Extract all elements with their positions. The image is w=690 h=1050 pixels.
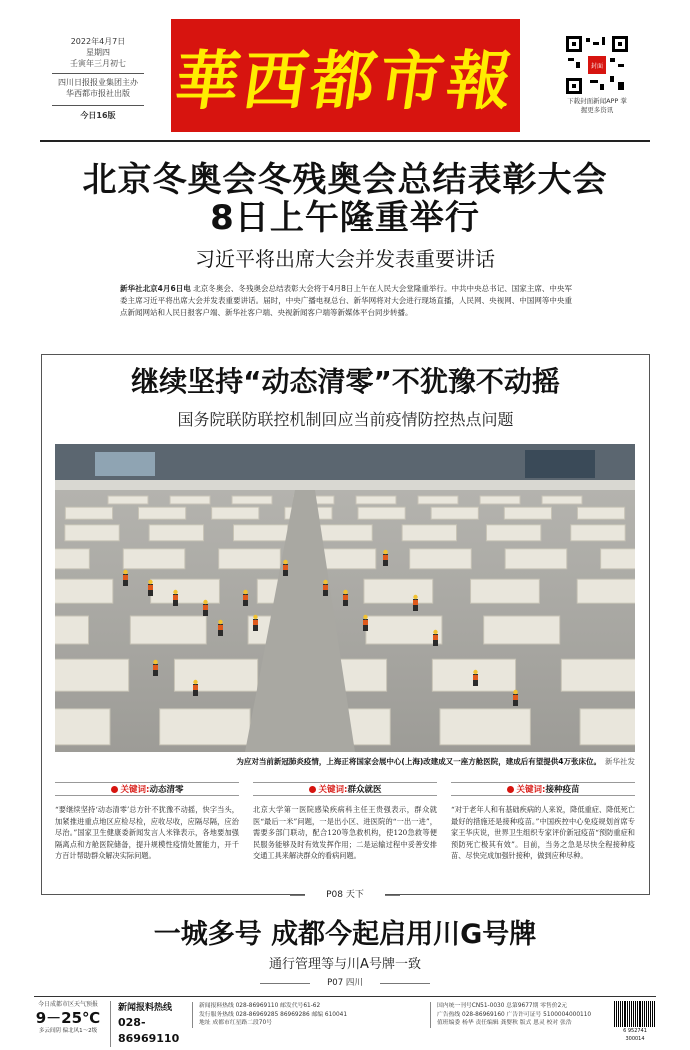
feature-title[interactable]: 继续坚持“动态清零”不犹豫不动摇 (131, 365, 560, 398)
worker-figure (123, 570, 128, 586)
weather-label: 今日成都市区天气预报 (37, 1001, 98, 1008)
edition-count: 今日16版 (52, 105, 144, 121)
cubicle-panel (232, 496, 272, 504)
cubicle-panel (212, 507, 259, 519)
cubicle-panel (601, 549, 635, 569)
lead-headline-line-2[interactable]: 8日上午隆重举行 (210, 198, 480, 238)
worker-figure (243, 590, 248, 606)
cubicle-panel (364, 579, 433, 603)
lead-dateline: 新华社北京4月6日电 (120, 284, 191, 293)
publication-line: 广告热线 028-86969160 广告许可证号 5100004000110 (437, 1011, 592, 1018)
cubicle-panel (55, 549, 89, 569)
keyword-prefix: 关键词: (318, 785, 348, 795)
keyword-column-text: “对于老年人和有基础疾病的人来说，降低重症、降低死亡最好的措施还是接种疫苗。”中国疾控中心免疫规划首席专家王华庆说，世界卫生组织专家评价新冠疫苗“预防重症和预防死亡极其有效”。目前，当务之急是尽快全程接种疫苗、尽快完成加强针接种，做到应种尽种。 (451, 805, 635, 860)
cubicle-panel (471, 579, 540, 603)
imprint-line: 地址 成都市红星路二段70号 (199, 1020, 272, 1027)
keyword-column-3 (451, 782, 635, 862)
keyword-label: 群众就医 (347, 785, 382, 795)
cubicle-panel (55, 616, 89, 644)
worker-figure (343, 590, 348, 606)
cubicle-panel (123, 549, 185, 569)
cubicle-panel (484, 616, 560, 644)
keyword-label: 接种疫苗 (545, 785, 580, 795)
cubicle-panel (65, 525, 119, 541)
cubicle-panel (366, 616, 442, 644)
worker-figure (513, 690, 518, 706)
worker-figure (153, 660, 158, 676)
keyword-heading (55, 782, 239, 796)
photo-caption-text: 为应对当前新冠肺炎疫情，上海正将国家会展中心(上海)改建成又一座方舱医院，建成后有望提供4万张床位。 (236, 757, 601, 766)
worker-figure (283, 560, 288, 576)
cubicle-panel (65, 507, 112, 519)
worker-figure (433, 630, 438, 646)
cubicle-panel (318, 525, 372, 541)
cubicle-panel (174, 659, 257, 691)
cubicle-panel (480, 496, 520, 504)
issue-lunar-date: 壬寅年三月初七 (70, 59, 126, 68)
bullet-icon (507, 786, 514, 793)
cubicle-panel (358, 507, 405, 519)
worker-figure (173, 590, 178, 606)
second-subhead: 通行管理等与川A号牌一致 (269, 957, 421, 972)
cubicle-panel (577, 507, 624, 519)
keyword-heading (253, 782, 437, 796)
cubicle-panel (577, 579, 635, 603)
cubicle-panel (149, 525, 203, 541)
cubicle-panel (233, 525, 287, 541)
keyword-column-text: “要继续坚持‘动态清零’总方针不犹豫不动摇，快字当头，加紧推进重点地区应检尽检，应收尽收，应隔尽隔，应治尽治。”国家卫生健康委新闻发言人米锋表示，各地要加强隔离点和方舱医院储备，提升规模性疫情处置能力，开千方百计帮助群众解决实际问题。 (55, 805, 239, 860)
cubicle-panel (410, 549, 472, 569)
publication-line: 国内统一刊号CN51-0030 总第9677期 零售价2元 (437, 1003, 568, 1009)
keyword-label: 动态清零 (149, 785, 184, 795)
page-jump-link[interactable]: P07 四川 (310, 976, 380, 990)
worker-figure (383, 550, 388, 566)
worker-figure (203, 600, 208, 616)
photo-credit: 新华社发 (605, 757, 635, 766)
keyword-prefix: 关键词: (516, 785, 546, 795)
keyword-column-1 (55, 782, 239, 862)
lead-headline-line-1[interactable]: 北京冬奥会冬残奥会总结表彰大会 (82, 160, 608, 200)
bullet-icon (309, 786, 316, 793)
keyword-prefix: 关键词: (120, 785, 150, 795)
feature-subtitle: 国务院联防联控机制回应当前疫情防控热点问题 (177, 410, 514, 429)
worker-figure (253, 615, 258, 631)
imprint-line: 新闻报料热线 028-86969110 邮发代号61-62 (199, 1003, 321, 1009)
cubicle-panel (486, 525, 540, 541)
footer (34, 996, 656, 1045)
cubicle-panel (431, 507, 478, 519)
hotline-box (110, 1001, 186, 1047)
worker-figure (218, 620, 223, 636)
hotline-label: 新闻报料热线 (118, 1003, 173, 1013)
worker-figure (148, 580, 153, 596)
qr-caption: 下载封面新闻APP 掌握更多资讯 (567, 97, 627, 114)
cubicle-panel (55, 709, 110, 745)
barcode-number: 6 952741 300014 (623, 1028, 647, 1042)
cubicle-panel (561, 659, 635, 691)
photo-caption (55, 756, 635, 767)
keyword-column-text: 北京大学第一医院感染疾病科主任王贵强表示，群众就医“最后一米”问题，一是出小区、进医院的“一出一进”，需要多部门联动，配合120等急救机构，使120急救等便民服务能够及时有效发挥作用；二是运输过程中妥善安排交通工具来解决群众的看病问题。 (253, 805, 437, 860)
lead-body-text: 北京冬奥会、冬残奥会总结表彰大会将于4月8日上午在人民大会堂隆重举行。中共中央总书记、国家主席、中央军委主席习近平将出席大会并发表重要讲话。届时，中央广播电视总台、新华网将对大会进行现场直播，人民网、央视网、中国网等中央重点新闻网站和人民日报客户端、新华社客户端、央视新闻客户端等新媒体平台同步转播。 (120, 284, 573, 317)
keyword-heading (451, 782, 635, 796)
cubicle-panel (55, 579, 113, 603)
page-jump-link[interactable]: P08 天下 (305, 887, 385, 903)
worker-figure (473, 670, 478, 686)
barcode (614, 1001, 656, 1042)
qr-code-icon[interactable] (566, 36, 628, 94)
feature-photo[interactable] (55, 444, 635, 752)
cubicle-panel (402, 525, 456, 541)
publication-line: 值班编委 杨华 责任编辑 龚婴秋 版式 恩灵 校对 张浩 (437, 1020, 572, 1027)
cubicle-panel (504, 507, 551, 519)
date-divider (52, 73, 144, 74)
issue-weekday: 星期四 (86, 48, 110, 57)
publisher-line-1: 四川日报报业集团主办 (58, 78, 138, 87)
hotline-number[interactable]: 028-86969110 (118, 1016, 180, 1045)
cubicle-panel (580, 709, 635, 745)
cubicle-panel (130, 616, 206, 644)
weather-description: 多云间阴 偏北风1～2级 (38, 1028, 98, 1034)
weather-temperature: 9－25℃ (35, 1009, 101, 1027)
keyword-column-2 (253, 782, 437, 862)
issue-date: 2022年4月7日 (70, 37, 126, 46)
cubicle-panel (542, 496, 582, 504)
worker-figure (363, 615, 368, 631)
logo-text: 華西都市報 (169, 43, 520, 119)
worker-figure (413, 595, 418, 611)
bullet-icon (111, 786, 118, 793)
weather-box (34, 1001, 102, 1035)
cubicle-panel (418, 496, 458, 504)
worker-figure (323, 580, 328, 596)
newspaper-logo (171, 19, 520, 132)
cubicle-panel (219, 549, 281, 569)
cubicle-panel (356, 496, 396, 504)
worker-figure (193, 680, 198, 696)
publication-info (430, 1002, 610, 1028)
cubicle-panel (440, 709, 530, 745)
cubicle-panel (571, 525, 625, 541)
date-block (52, 36, 144, 121)
publisher-line-2: 华西都市报社出版 (66, 89, 130, 98)
second-headline[interactable]: 一城多号 成都今起启用川G号牌 (153, 919, 537, 950)
qr-block (566, 36, 628, 115)
cubicle-panel (108, 496, 148, 504)
cubicle-panel (55, 659, 129, 691)
cubicle-panel (170, 496, 210, 504)
cubicle-panel (151, 579, 220, 603)
cubicle-panel (160, 709, 250, 745)
lead-body (120, 283, 572, 319)
hospital-construction-photo (55, 444, 635, 752)
cubicle-panel (505, 549, 567, 569)
qr-badge: 封面 (588, 56, 606, 74)
imprint-line: 发行服务热线 028-86969285 86969286 邮编 610041 (199, 1011, 348, 1018)
cubicle-panel (139, 507, 186, 519)
lead-subhead: 习近平将出席大会并发表重要讲话 (195, 247, 495, 271)
masthead-rule (40, 140, 650, 142)
barcode-icon (614, 1001, 656, 1027)
imprint-info (192, 1002, 428, 1028)
